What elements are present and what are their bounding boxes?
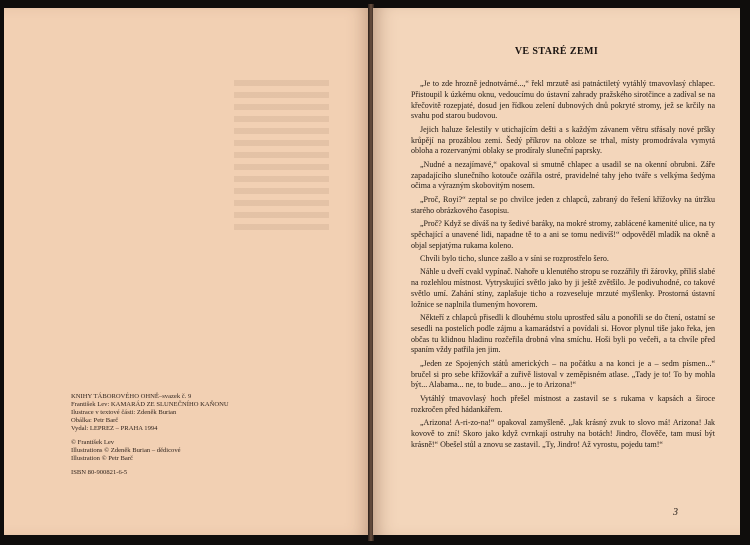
right-page — [373, 8, 740, 535]
paragraph: „Arizona! A-ri-zo-na!“ opakoval zamyšleně. „Jak krásný zvuk to slovo má! Arizona! Jak kovově to zní! Skoro jako když cvrnkají ostruhy na botách! Jindro, člověče, tam musí být krásně!“ Obešel stůl a znovu se zastavil. „Ty, Jindro! Až vyrostu, pojedu tam!“ — [411, 418, 715, 449]
colophon-isbn — [71, 469, 311, 477]
paragraph: „Proč, Royi?“ zeptal se po chvilce jeden z chlapců, zabraný do řešení křížovky na útržku starého obrázkového časopisu. — [411, 194, 715, 215]
chapter-heading: VE STARÉ ZEMI — [514, 46, 599, 57]
colophon-line: František Lev: KAMARÁD ZE SLUNEČNÍHO KAŇONU — [71, 401, 229, 408]
colophon-credits — [71, 393, 311, 433]
left-page — [4, 8, 370, 535]
colophon-line: Illustration © Petr Barč — [71, 455, 133, 462]
colophon-line: Illustrations © Zdeněk Burian – dědicové — [71, 447, 181, 454]
paragraph: „Jeden ze Spojených států amerických – na počátku a na konci je a – sedm písmen...“ bručel si pro sebe křížovkář a zuřivě listoval v zeměpisném atlase. „Tady je to! To by mohla být... Alabama... ne, to bude... ano... je to Arizona!“ — [411, 358, 715, 390]
colophon — [71, 393, 311, 483]
chapter-text — [411, 79, 715, 453]
paragraph: „Proč? Když se díváš na ty šedivé baráky, na mokré stromy, zablácené kamenité ulice, na ty spěchající a unavené lidi, napadne tě to a ani se tomu nedivíš!“ odpověděl mladík na okně a objal sepjatýma rukama koleno. — [411, 218, 715, 250]
paragraph: „Je to zde hrozně jednotvárné...,“ řekl mrzutě asi patnáctiletý vytáhlý tmavovlasý chlapec. Přistoupil k úzkému oknu, vedoucímu do ústavní zahrady pražského sirotčince a zadíval se na křečovitě rozepjaté, dosud jen řídkou zelení dubnových dnů pokryté stromy, jež se krčily na svahu pod starou budovou. — [411, 79, 715, 121]
paragraph: Někteří z chlapců přisedli k dlouhému stolu uprostřed sálu a ponořili se do čtení, ostatní se sesedli na postelích podle zájmu a kamarádství a povídali si. Hovor plynul tiše jako řeka, jen občas tu klidnou hladinu rozčeřila drobná vlna smíchu. Hoši byli po večeři, a ta chvíle před spaním vždy patřila jen jim. — [411, 313, 715, 355]
paragraph: Jejich haluze šelestily v utichajícím dešti a s každým závanem větru střásaly nové pršky krůpějí na prozáblou zemi. Šedý příkrov na obloze se trhal, místy promodrávala vymytá obloha a rozervanými oblaky se prodíraly sluneční paprsky. — [411, 124, 715, 156]
paragraph: Chvíli bylo ticho, slunce zašlo a v síni se rozprostřelo šero. — [420, 253, 609, 263]
paragraph: Vytáhlý tmavovlasý hoch přešel místnost a zastavil se s rukama v kapsách a široce rozkročen před hádankářem. — [411, 393, 715, 414]
bleed-through-illustration — [234, 80, 329, 230]
isbn: ISBN 80-900821-6-5 — [71, 469, 128, 476]
colophon-line: Ilustrace v textové části: Zdeněk Burian — [71, 409, 177, 416]
colophon-copyright — [71, 439, 311, 463]
colophon-line: Vydal: LEPREZ – PRAHA 1994 — [71, 425, 158, 432]
colophon-line: © František Lev — [71, 439, 115, 446]
paragraph: „Nudné a nezajímavé,“ opakoval si smutně chlapec a usadil se na okenní obrubni. Záře zapadajícího slunečního kotouče ozářila ostré, pravidelné tahy jeho tváře s velkýma šedýma očima a výrazným skobovitým nosem. — [411, 159, 715, 191]
page-number: 3 — [673, 507, 678, 518]
colophon-line: Obálka: Petr Barč — [71, 417, 119, 424]
colophon-line: KNIHY TÁBOROVÉHO OHNĚ–svazek č. 9 — [71, 393, 192, 400]
paragraph: Náhle u dveří cvakl vypínač. Nahoře u klenutého stropu se rozzářily tři žárovky, příliš slabé na rozlehlou místnost. Vytryskující světlo jako by ji ještě zvětšilo. Je podivuhodné, co takové světlo umí. Zahání stíny, zaplašuje ticho a rozveseluje mrzuté myšlenky. Prostorná ústavní ložnice se naplnila tlumeným hovorem. — [411, 267, 715, 309]
